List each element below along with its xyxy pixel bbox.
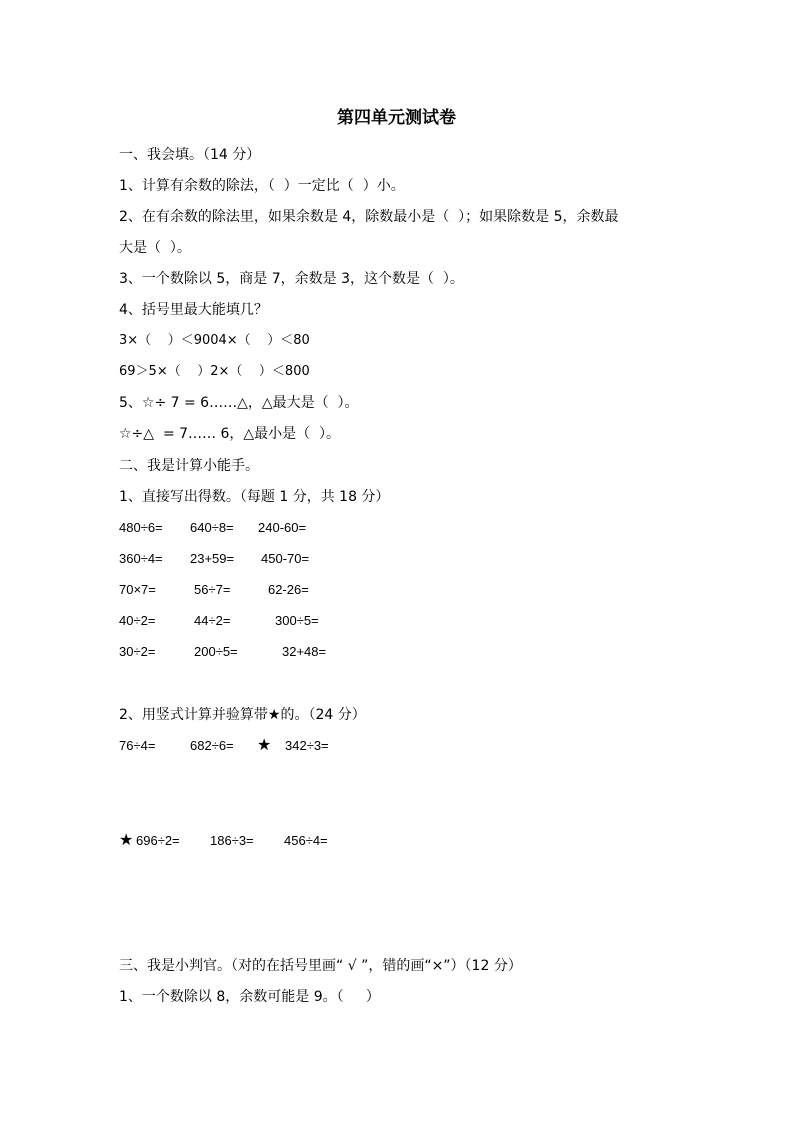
s2-part1-heading: 1、直接写出得数。（每题 1 分，共 18 分）	[119, 489, 390, 505]
calc-item: 360÷4=	[119, 551, 163, 566]
calc-item: 32+48=	[282, 644, 327, 659]
calc-item: 70×7=	[119, 582, 156, 597]
s1-question-5-line1: 5、☆÷ 7 = 6……△，△最大是（ ）。	[119, 395, 359, 411]
calc-item: 186÷3=	[210, 833, 254, 848]
calc-item: 696÷2=	[136, 833, 180, 848]
calc-item: 682÷6=	[190, 738, 234, 753]
calc-item: 342÷3=	[285, 738, 329, 753]
calc-item: 200÷5=	[194, 644, 238, 659]
calc-item: 640÷8=	[190, 520, 234, 535]
calc-item: 56÷7=	[194, 582, 231, 597]
s1-question-4-item2: 69＞5×（ ）2×（ ）＜800	[119, 364, 310, 379]
s1-question-2-line2: 大是（ ）。	[119, 240, 191, 256]
s1-question-5-line2: ☆÷△ = 7…… 6，△最小是（ ）。	[119, 426, 341, 442]
s1-question-4: 4、括号里最大能填几？	[119, 302, 268, 318]
section1-heading: 一、我会填。（14 分）	[119, 147, 261, 163]
calc-item: 480÷6=	[119, 520, 163, 535]
page-title: 第四单元测试卷	[337, 108, 456, 128]
s3-question-1: 1、一个数除以 8，余数可能是 9。（ ）	[119, 989, 380, 1005]
s2-part2-heading: 2、用竖式计算并验算带★的。（24 分）	[119, 707, 366, 723]
s1-question-1: 1、计算有余数的除法，（ ）一定比（ ）小。	[119, 178, 405, 194]
star-icon: ★	[119, 830, 134, 849]
calc-item: 44÷2=	[194, 613, 231, 628]
calc-item: 240-60=	[258, 520, 307, 535]
star-icon: ★	[257, 735, 272, 754]
s1-question-3: 3、一个数除以 5，商是 7，余数是 3，这个数是（ ）。	[119, 271, 464, 287]
section3-heading: 三、我是小判官。（对的在括号里画“ √ ”，错的画“×”）（12 分）	[119, 958, 522, 974]
calc-item: 40÷2=	[119, 613, 156, 628]
calc-item: 76÷4=	[119, 738, 156, 753]
s1-question-4-item1: 3×（ ）＜9004×（ ）＜80	[119, 333, 310, 348]
calc-item: 300÷5=	[275, 613, 319, 628]
s1-question-2-line1: 2、在有余数的除法里，如果余数是 4，除数最小是（ ）；如果除数是 5，余数最	[119, 209, 619, 225]
calc-item: 62-26=	[268, 582, 309, 597]
calc-item: 23+59=	[190, 551, 235, 566]
section2-heading: 二、我是计算小能手。	[119, 458, 259, 474]
calc-item: 30÷2=	[119, 644, 156, 659]
calc-item: 450-70=	[261, 551, 310, 566]
calc-item: 456÷4=	[284, 833, 328, 848]
